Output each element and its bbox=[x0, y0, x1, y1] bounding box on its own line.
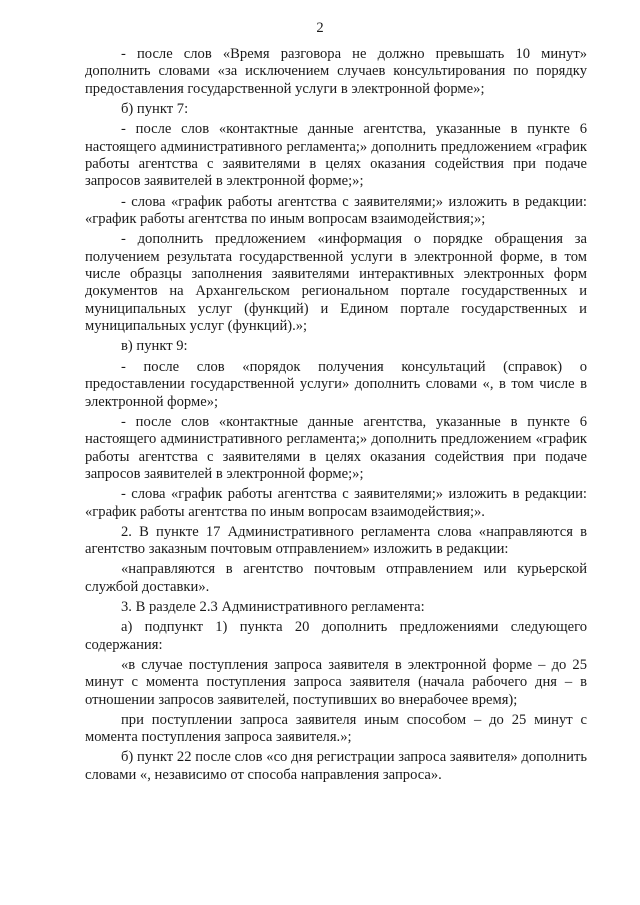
paragraph-item-9-consultation-addition: - после слов «порядок получения консультаций (справок) о предоставлении государственной услуги» дополнить словами «, в том числе в электронной форме»; bbox=[85, 358, 587, 410]
paragraph-clause-17-new-wording: «направляются в агентство почтовым отправлением или курьерской службой доставки». bbox=[85, 561, 587, 595]
paragraph-item-7-heading: б) пункт 7: bbox=[121, 101, 189, 118]
paragraph-section-2-3-heading: 3. В разделе 2.3 Административного регламента: bbox=[121, 598, 425, 615]
paragraph-clause-17-edit: 2. В пункте 17 Административного регламента слова «направляются в агентство заказным почтовым отправлением» изложить в редакции: bbox=[85, 523, 587, 558]
document-body bbox=[85, 46, 587, 787]
paragraph-item-9-schedule-edit: - слова «график работы агентства с заявителями;» изложить в редакции: «график работы агентства по иным вопросам взаимодействия;». bbox=[85, 486, 587, 520]
paragraph-clause-20-addition: а) подпункт 1) пункта 20 дополнить предложениями следующего содержания: bbox=[85, 619, 587, 653]
paragraph-item-9-heading: в) пункт 9: bbox=[121, 338, 188, 355]
page-number: 2 bbox=[316, 20, 324, 36]
paragraph-clause-20-other-request: при поступлении запроса заявителя иным способом – до 25 минут с момента поступления запроса заявителя.»; bbox=[85, 711, 587, 746]
paragraph-item-7-contact-addition: - после слов «контактные данные агентства, указанные в пункте 6 настоящего административного регламента;» дополнить предложением «график работы агентства с заявителями в целях оказания содействия при подаче запросов заявителей в электронной форме;»; bbox=[85, 121, 587, 190]
paragraph-item-9-contact-addition: - после слов «контактные данные агентства, указанные в пункте 6 настоящего административного регламента;» дополнить предложением «график работы агентства с заявителями в целях оказания содействия при подаче запросов заявителей в электронной форме;»; bbox=[85, 413, 587, 482]
paragraph-clause-22-addition: б) пункт 22 после слов «со дня регистрации запроса заявителя» дополнить словами «, независимо от способа направления запроса». bbox=[85, 749, 587, 783]
paragraph-item-7-info-addition: - дополнить предложением «информация о порядке обращения за получением результата государственной услуги в электронной форме, в том числе образцы заполнения заявителями интерактивных электронных форм документов на Архангельском региональном портале государственных и муниципальных услуг (функций) и Едином портале государственных и муниципальных услуг (функций).»; bbox=[85, 231, 587, 335]
paragraph-time-limit-addition: - после слов «Время разговора не должно превышать 10 минут» дополнить словами «за исключением случаев консультирования по порядку предоставления государственной услуги в электронной форме»; bbox=[85, 46, 587, 97]
paragraph-clause-20-electronic-request: «в случае поступления запроса заявителя в электронной форме – до 25 минут с момента поступления запроса заявителя (начала рабочего дня – в отношении запросов заявителей, поступивших во внерабочее время); bbox=[85, 656, 587, 708]
paragraph-item-7-schedule-edit: - слова «график работы агентства с заявителями;» изложить в редакции: «график работы агентства по иным вопросам взаимодействия;»; bbox=[85, 193, 587, 228]
